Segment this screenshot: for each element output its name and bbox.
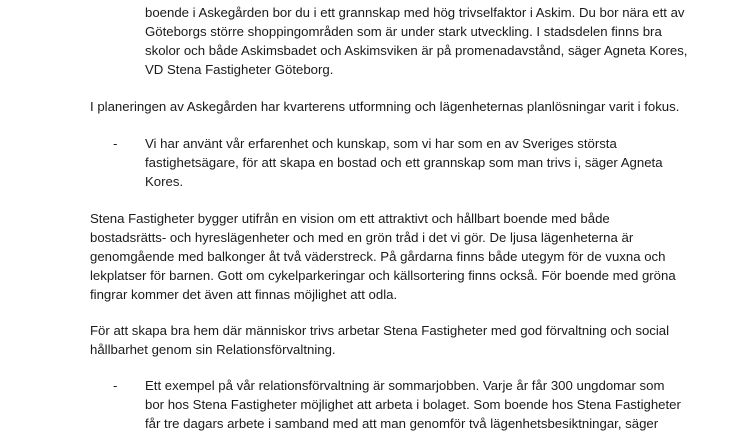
quote3-bullet: - [113, 378, 118, 393]
quote1-line-1: boende i Askegården bor du i ett grannskap med hög trivselfaktor i Askim. Du bor nära ett av [145, 5, 685, 20]
paragraph2-line-1: Stena Fastigheter bygger utifrån en vision om ett attraktivt och hållbart boende med både [90, 211, 610, 226]
paragraph1-line-1: I planeringen av Askegården har kvarterens utformning och lägenheternas planlösningar varit i fokus. [90, 99, 680, 114]
quote3-line-1: Ett exempel på vår relationsförvaltning är sommarjobben. Varje år får 300 ungdomar som [145, 378, 665, 393]
quote3-line-3: får tre dagars arbete i samband med att man genomför två lägenhetsbesiktningar, säger [145, 416, 659, 431]
quote1-line-2: Göteborgs större shoppingområden som är under stark utveckling. I stadsdelen finns bra [145, 24, 662, 39]
paragraph2-line-5: fingrar kommer det även att finnas möjlighet att odla. [90, 287, 398, 302]
quote3-line-2: bor hos Stena Fastigheter möjlighet att arbeta i bolaget. Som boende hos Stena Fastigheter [145, 397, 681, 412]
quote2-line-1: Vi har använt vår erfarenhet och kunskap, som vi har som en av Sveriges största [145, 136, 617, 151]
quote2-bullet: - [113, 136, 118, 151]
paragraph2-line-3: genomgående med balkonger åt två väderstreck. På gårdarna finns både utegym för de vuxna och [90, 249, 666, 264]
paragraph2-line-4: lekplatser för barnen. Gott om cykelparkeringar och källsortering finns också. För boende med gröna [90, 268, 676, 283]
paragraph2-line-2: bostadsrätts- och hyreslägenheter och med en grön tråd i det vi gör. De ljusa lägenheterna är [90, 230, 634, 245]
quote1-line-3: skolor och både Askimsbadet och Askimsviken är på promenadavstånd, säger Agneta Kores, [145, 43, 688, 58]
paragraph3-line-1: För att skapa bra hem där människor trivs arbetar Stena Fastigheter med god förvaltning och social [90, 323, 670, 338]
quote2-line-3: Kores. [145, 174, 184, 189]
paragraph3-line-2: hållbarhet genom sin Relationsförvaltning. [90, 342, 336, 357]
quote1-line-4: VD Stena Fastigheter Göteborg. [145, 62, 334, 77]
quote2-line-2: fastighetsägare, för att skapa en bostad och ett grannskap som man trivs i, säger Agneta [145, 155, 663, 170]
